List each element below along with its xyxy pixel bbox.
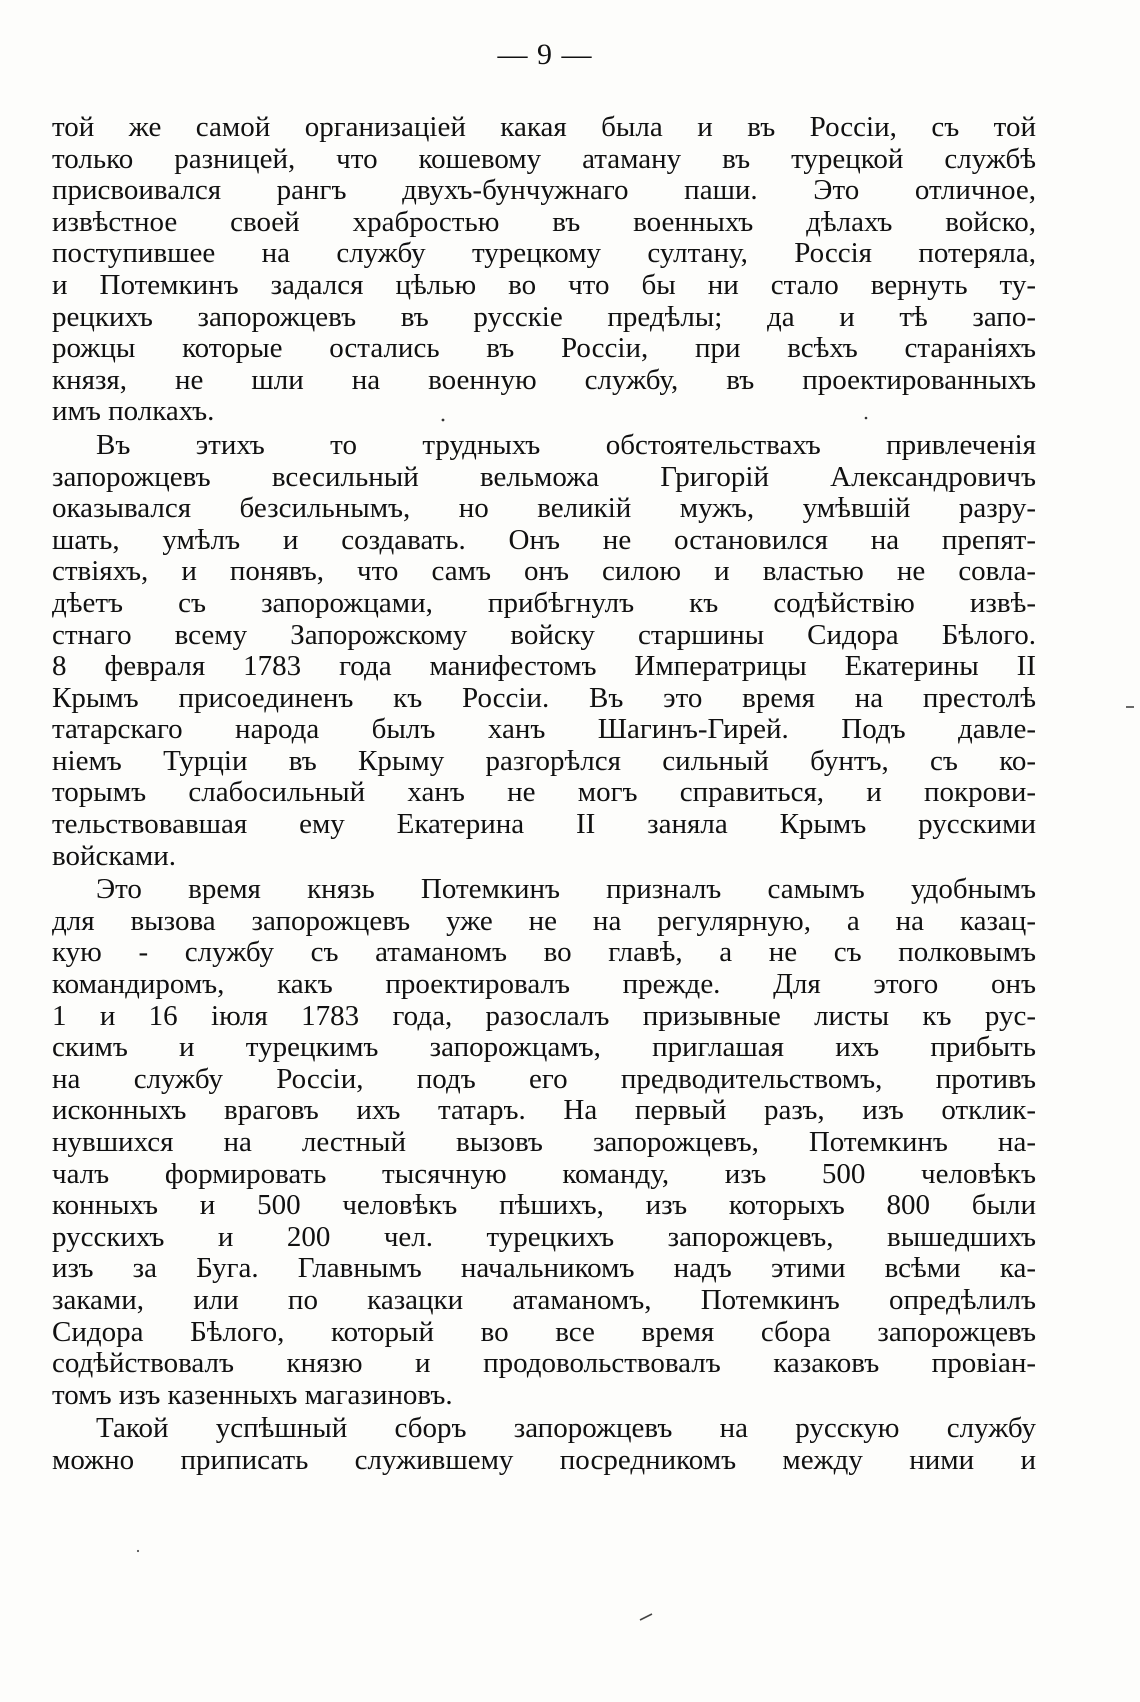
scan-speck	[137, 1550, 139, 1552]
paragraph-2	[52, 430, 1036, 872]
text-line: шать, умѣлъ и создавать. Онъ не остановился на препят-	[52, 524, 1036, 556]
text-line: Такой успѣшный сборъ запорожцевъ на русскую службу	[96, 1413, 1036, 1445]
text-line: можно приписать служившему посредникомъ между ними и	[52, 1444, 1036, 1476]
text-line: Сидора Бѣлого, который во все время сбора запорожцевъ	[52, 1316, 1036, 1348]
text-line: тельствовавшая ему Екатерина II заняла Крымъ русскими	[52, 809, 1036, 841]
text-line: содѣйствовалъ князю и продовольствовалъ казаковъ провіан-	[52, 1348, 1036, 1380]
text-line: заками, или по казацки атаманомъ, Потемкинъ опредѣлилъ	[52, 1284, 1036, 1316]
text-line: кую - службу съ атаманомъ во главѣ, а не съ полковымъ	[52, 937, 1036, 969]
text-line: для вызова запорожцевъ уже не на регулярную, а на казац-	[52, 905, 1036, 937]
text-line: только разницей, что кошевому атаману въ турецкой службѣ	[52, 143, 1036, 175]
paragraph-3	[52, 874, 1036, 1411]
text-line: оказывался безсильнымъ, но великій мужъ, умѣвшій разру-	[52, 493, 1036, 525]
text-line: рецкихъ запорожцевъ въ русскіе предѣлы; да и тѣ запо-	[52, 301, 1036, 333]
text-line: поступившее на службу турецкому султану, Россія потеряла,	[52, 238, 1036, 270]
text-line: 8 февраля 1783 года манифестомъ Императрицы Екатерины II	[52, 651, 1036, 683]
text-line: 1 и 16 іюля 1783 года, разослалъ призывные листы къ рус-	[52, 1000, 1036, 1032]
text-line: извѣстное своей храбростью въ военныхъ дѣлахъ войско,	[52, 206, 1036, 238]
body-text	[52, 112, 1036, 1477]
text-line: войсками.	[52, 840, 177, 872]
text-line: стнаго всему Запорожскому войску старшины Сидора Бѣлого.	[52, 619, 1036, 651]
text-line: Крымъ присоединенъ къ Россіи. Въ это время на престолѣ	[52, 682, 1036, 714]
text-line: томъ изъ казенныхъ магазиновъ.	[52, 1379, 453, 1411]
text-line: конныхъ и 500 человѣкъ пѣшихъ, изъ которыхъ 800 были	[52, 1190, 1036, 1222]
text-line: имъ полкахъ.	[52, 396, 215, 428]
text-line: рожцы которые остались въ Россіи, при всѣхъ стараніяхъ	[52, 333, 1036, 365]
text-line: Это время князь Потемкинъ призналъ самымъ удобнымъ	[96, 874, 1036, 906]
text-line: ствіяхъ, и понявъ, что самъ онъ силою и властью не совла-	[52, 556, 1036, 588]
text-line: исконныхъ враговъ ихъ татаръ. На первый разъ, изъ отклик-	[52, 1095, 1036, 1127]
text-line: Въ этихъ то трудныхъ обстоятельствахъ привлеченія	[96, 429, 1036, 461]
text-line: дѣетъ съ запорожцами, прибѣгнулъ къ содѣйствію извѣ-	[52, 587, 1036, 619]
paragraph-1	[52, 112, 1036, 428]
text-line: изъ за Буга. Главнымъ начальникомъ надъ этими всѣми ка-	[52, 1253, 1036, 1285]
text-line: татарскаго народа былъ ханъ Шагинъ-Гирей. Подъ давле-	[52, 714, 1036, 746]
text-line: нувшихся на лестный вызовъ запорожцевъ, Потемкинъ на-	[52, 1127, 1036, 1158]
text-line: князя, не шли на военную службу, въ проектированныхъ	[52, 364, 1036, 396]
text-line: чалъ формировать тысячную команду, изъ 500 человѣкъ	[52, 1158, 1036, 1190]
text-line: той же самой организаціей какая была и въ Россіи, съ той	[52, 112, 1036, 143]
text-line: командиромъ, какъ проектировалъ прежде. Для этого онъ	[52, 969, 1036, 1001]
paragraph-4	[52, 1413, 1036, 1476]
text-line: ніемъ Турціи въ Крыму разгорѣлся сильный бунтъ, съ ко-	[52, 745, 1036, 777]
text-line: торымъ слабосильный ханъ не могъ справиться, и покрови-	[52, 777, 1036, 809]
scan-speck	[640, 1614, 652, 1620]
text-line: скимъ и турецкимъ запорожцамъ, приглашая ихъ прибыть	[52, 1032, 1036, 1064]
text-line: на службу Россіи, подъ его предводительствомъ, противъ	[52, 1063, 1036, 1095]
text-line: русскихъ и 200 чел. турецкихъ запорожцевъ, вышедшихъ	[52, 1221, 1036, 1253]
text-line: запорожцевъ всесильный вельможа Григорій Александровичъ	[52, 461, 1036, 493]
text-line: и Потемкинъ задался цѣлью во что бы ни стало вернуть ту-	[52, 269, 1036, 301]
text-line: присвоивался рангъ двухъ-бунчужнаго паши. Это отличное,	[52, 175, 1036, 207]
page-number: — 9 —	[497, 38, 593, 71]
